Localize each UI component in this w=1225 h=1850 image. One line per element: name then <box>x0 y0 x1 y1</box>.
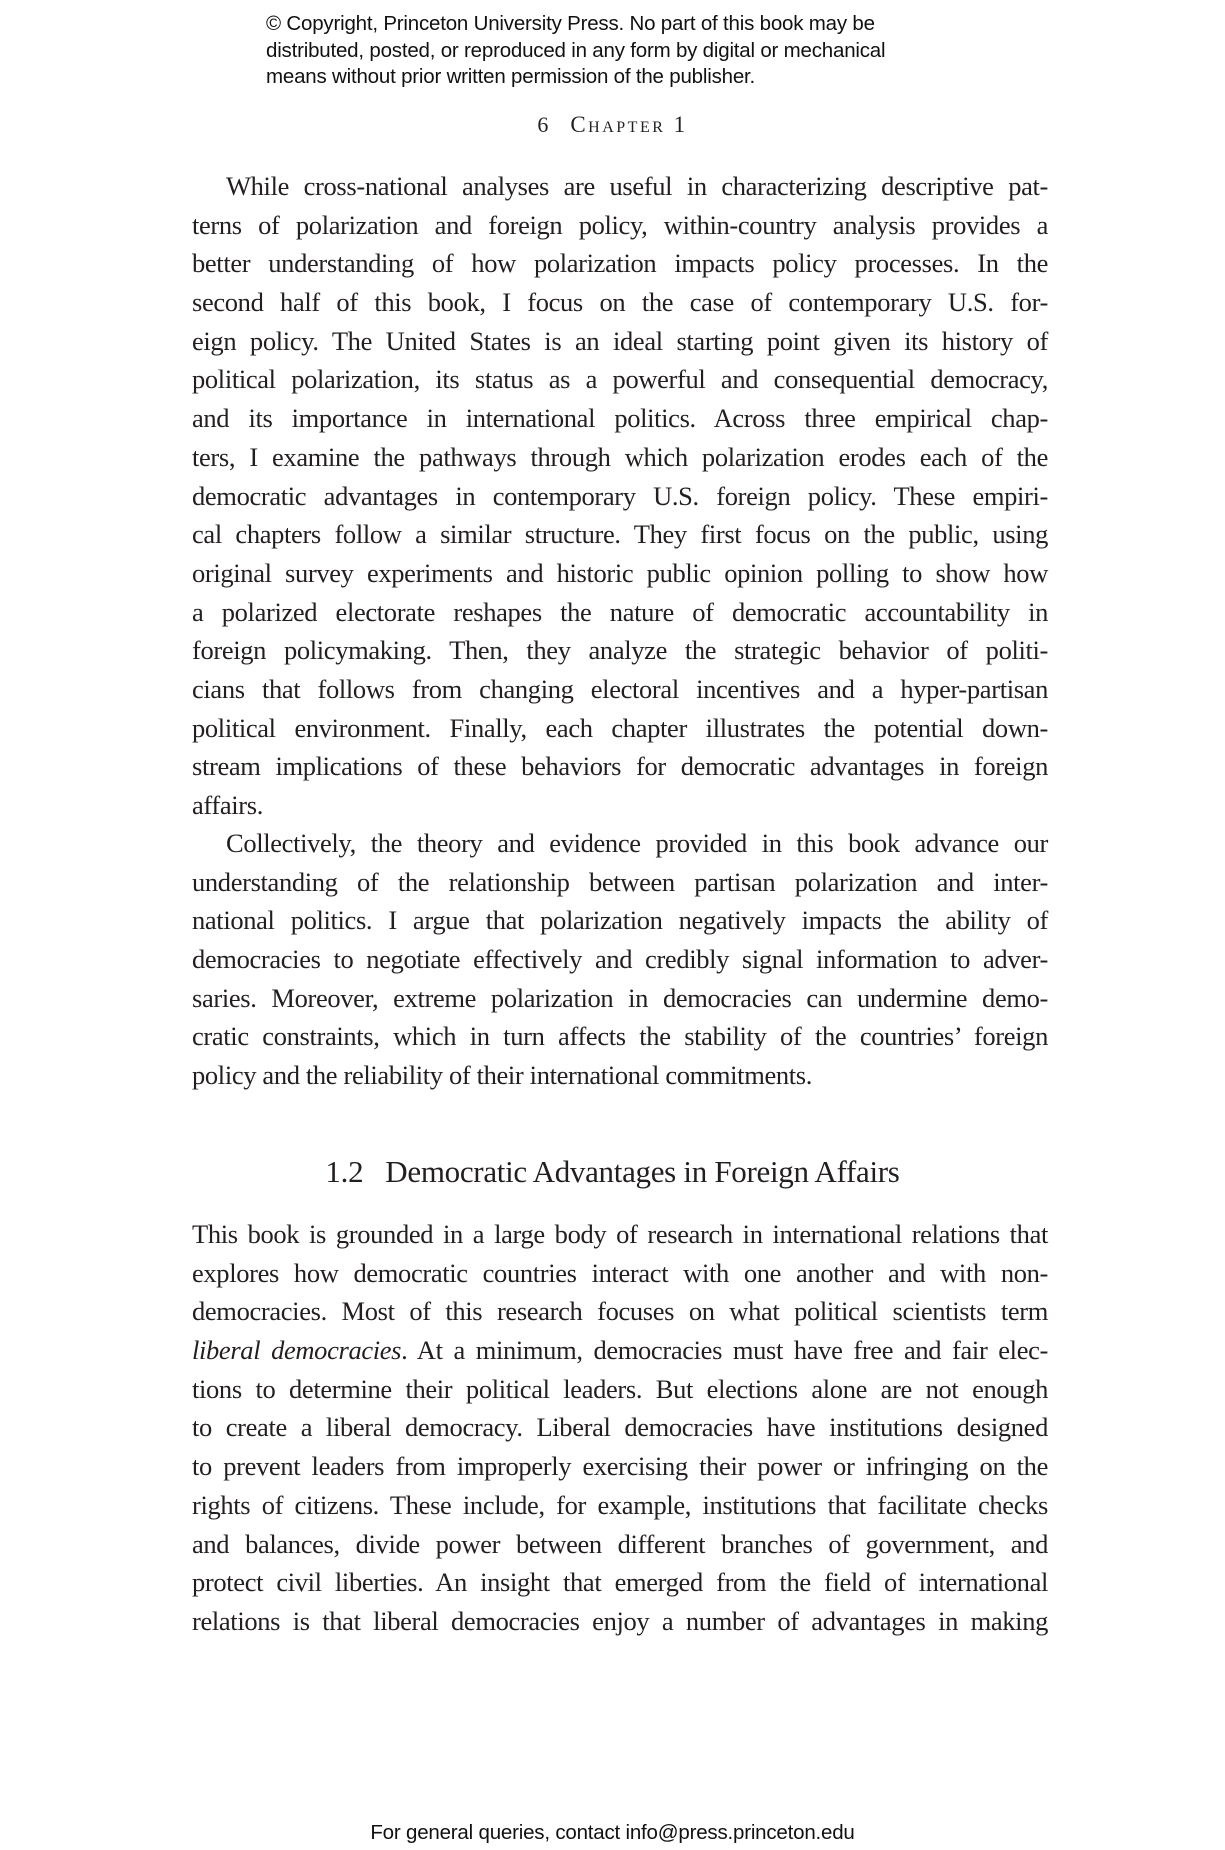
text-line: Collectively, the theory and evidence provided in this book advance our <box>226 828 1048 858</box>
section-number: 1.2 <box>325 1154 364 1189</box>
text-line: ters, I examine the pathways through which polarization erodes each of the <box>192 441 1048 472</box>
text-line: saries. Moreover, extreme polarization in democracies can undermine demo- <box>192 982 1048 1013</box>
text-line: national politics. I argue that polarization negatively impacts the ability of <box>192 905 1048 936</box>
copyright-line: means without prior written permission of the publisher. <box>266 65 756 88</box>
text-line: relations is that liberal democracies enjoy a number of advantages in making <box>192 1605 1048 1636</box>
text-line: eign policy. The United States is an ideal starting point given its history of <box>192 325 1048 356</box>
text-line: cal chapters follow a similar structure. They first focus on the public, using <box>192 519 1048 550</box>
running-head <box>0 110 1225 140</box>
copyright-notice <box>266 11 1026 91</box>
paragraph <box>192 1215 1048 1641</box>
text-fragment: . At a minimum, democracies must have free and fair elec- <box>401 1335 1048 1366</box>
text-line: tions to determine their political leaders. But elections alone are not enough <box>192 1373 1048 1404</box>
text-line: This book is grounded in a large body of research in international relations that <box>192 1219 1048 1249</box>
text-line: explores how democratic countries interact with one another and with non- <box>192 1257 1048 1288</box>
copyright-line: distributed, posted, or reproduced in any form by digital or mechanical <box>266 38 886 62</box>
text-line: political polarization, its status as a powerful and consequential democracy, <box>192 364 1048 395</box>
text-line: terns of polarization and foreign policy, within-country analysis provides a <box>192 209 1048 240</box>
text-line: foreign policymaking. Then, they analyze the strategic behavior of politi- <box>192 635 1048 666</box>
text-line: and its importance in international politics. Across three empirical chap- <box>192 403 1048 434</box>
copyright-line: © Copyright, Princeton University Press. No part of this book may be <box>266 12 875 35</box>
text-line: affairs. <box>192 790 264 820</box>
text-line: policy and the reliability of their international commitments. <box>192 1060 813 1091</box>
paragraph <box>192 167 1048 825</box>
text-line: original survey experiments and historic public opinion polling to show how <box>192 557 1048 588</box>
text-line: democracies. Most of this research focuses on what political scientists term <box>192 1296 1048 1327</box>
text-line: democracies to negotiate effectively and credibly signal information to adver- <box>192 944 1048 975</box>
text-line: political environment. Finally, each chapter illustrates the potential down- <box>192 712 1048 743</box>
text-line: to prevent leaders from improperly exercising their power or infringing on the <box>192 1451 1048 1482</box>
chapter-label: Chapter 1 <box>570 112 688 137</box>
text-line: While cross-national analyses are useful in characterizing descriptive pat- <box>226 171 1048 201</box>
text-line: better understanding of how polarization impacts policy processes. In the <box>192 248 1048 279</box>
page-number: 6 <box>537 112 549 137</box>
text-line: cratic constraints, which in turn affects the stability of the countries’ foreign <box>192 1021 1048 1052</box>
text-line: and balances, divide power between different branches of government, and <box>192 1528 1048 1559</box>
section-heading <box>0 1150 1225 1194</box>
paragraph <box>192 824 1048 1095</box>
section-title: Democratic Advantages in Foreign Affairs <box>385 1154 900 1189</box>
text-line: stream implications of these behaviors for democratic advantages in foreign <box>192 751 1048 782</box>
text-line: understanding of the relationship between partisan polarization and inter- <box>192 866 1048 897</box>
text-line: cians that follows from changing electoral incentives and a hyper-partisan <box>192 673 1048 704</box>
text-line: protect civil liberties. An insight that emerged from the field of international <box>192 1567 1048 1598</box>
italic-term: liberal democracies <box>192 1335 402 1366</box>
text-line: rights of citizens. These include, for example, institutions that facilitate checks <box>192 1489 1048 1520</box>
text-line: second half of this book, I focus on the case of contemporary U.S. for- <box>192 287 1048 318</box>
text-line: democratic advantages in contemporary U.S. foreign policy. These empiri- <box>192 480 1048 511</box>
footer-contact: For general queries, contact info@press.princeton.edu <box>370 1821 855 1844</box>
text-line: a polarized electorate reshapes the nature of democratic accountability in <box>192 596 1048 627</box>
text-line-with-italic <box>192 1331 1048 1370</box>
text-line: to create a liberal democracy. Liberal democracies have institutions designed <box>192 1412 1048 1443</box>
